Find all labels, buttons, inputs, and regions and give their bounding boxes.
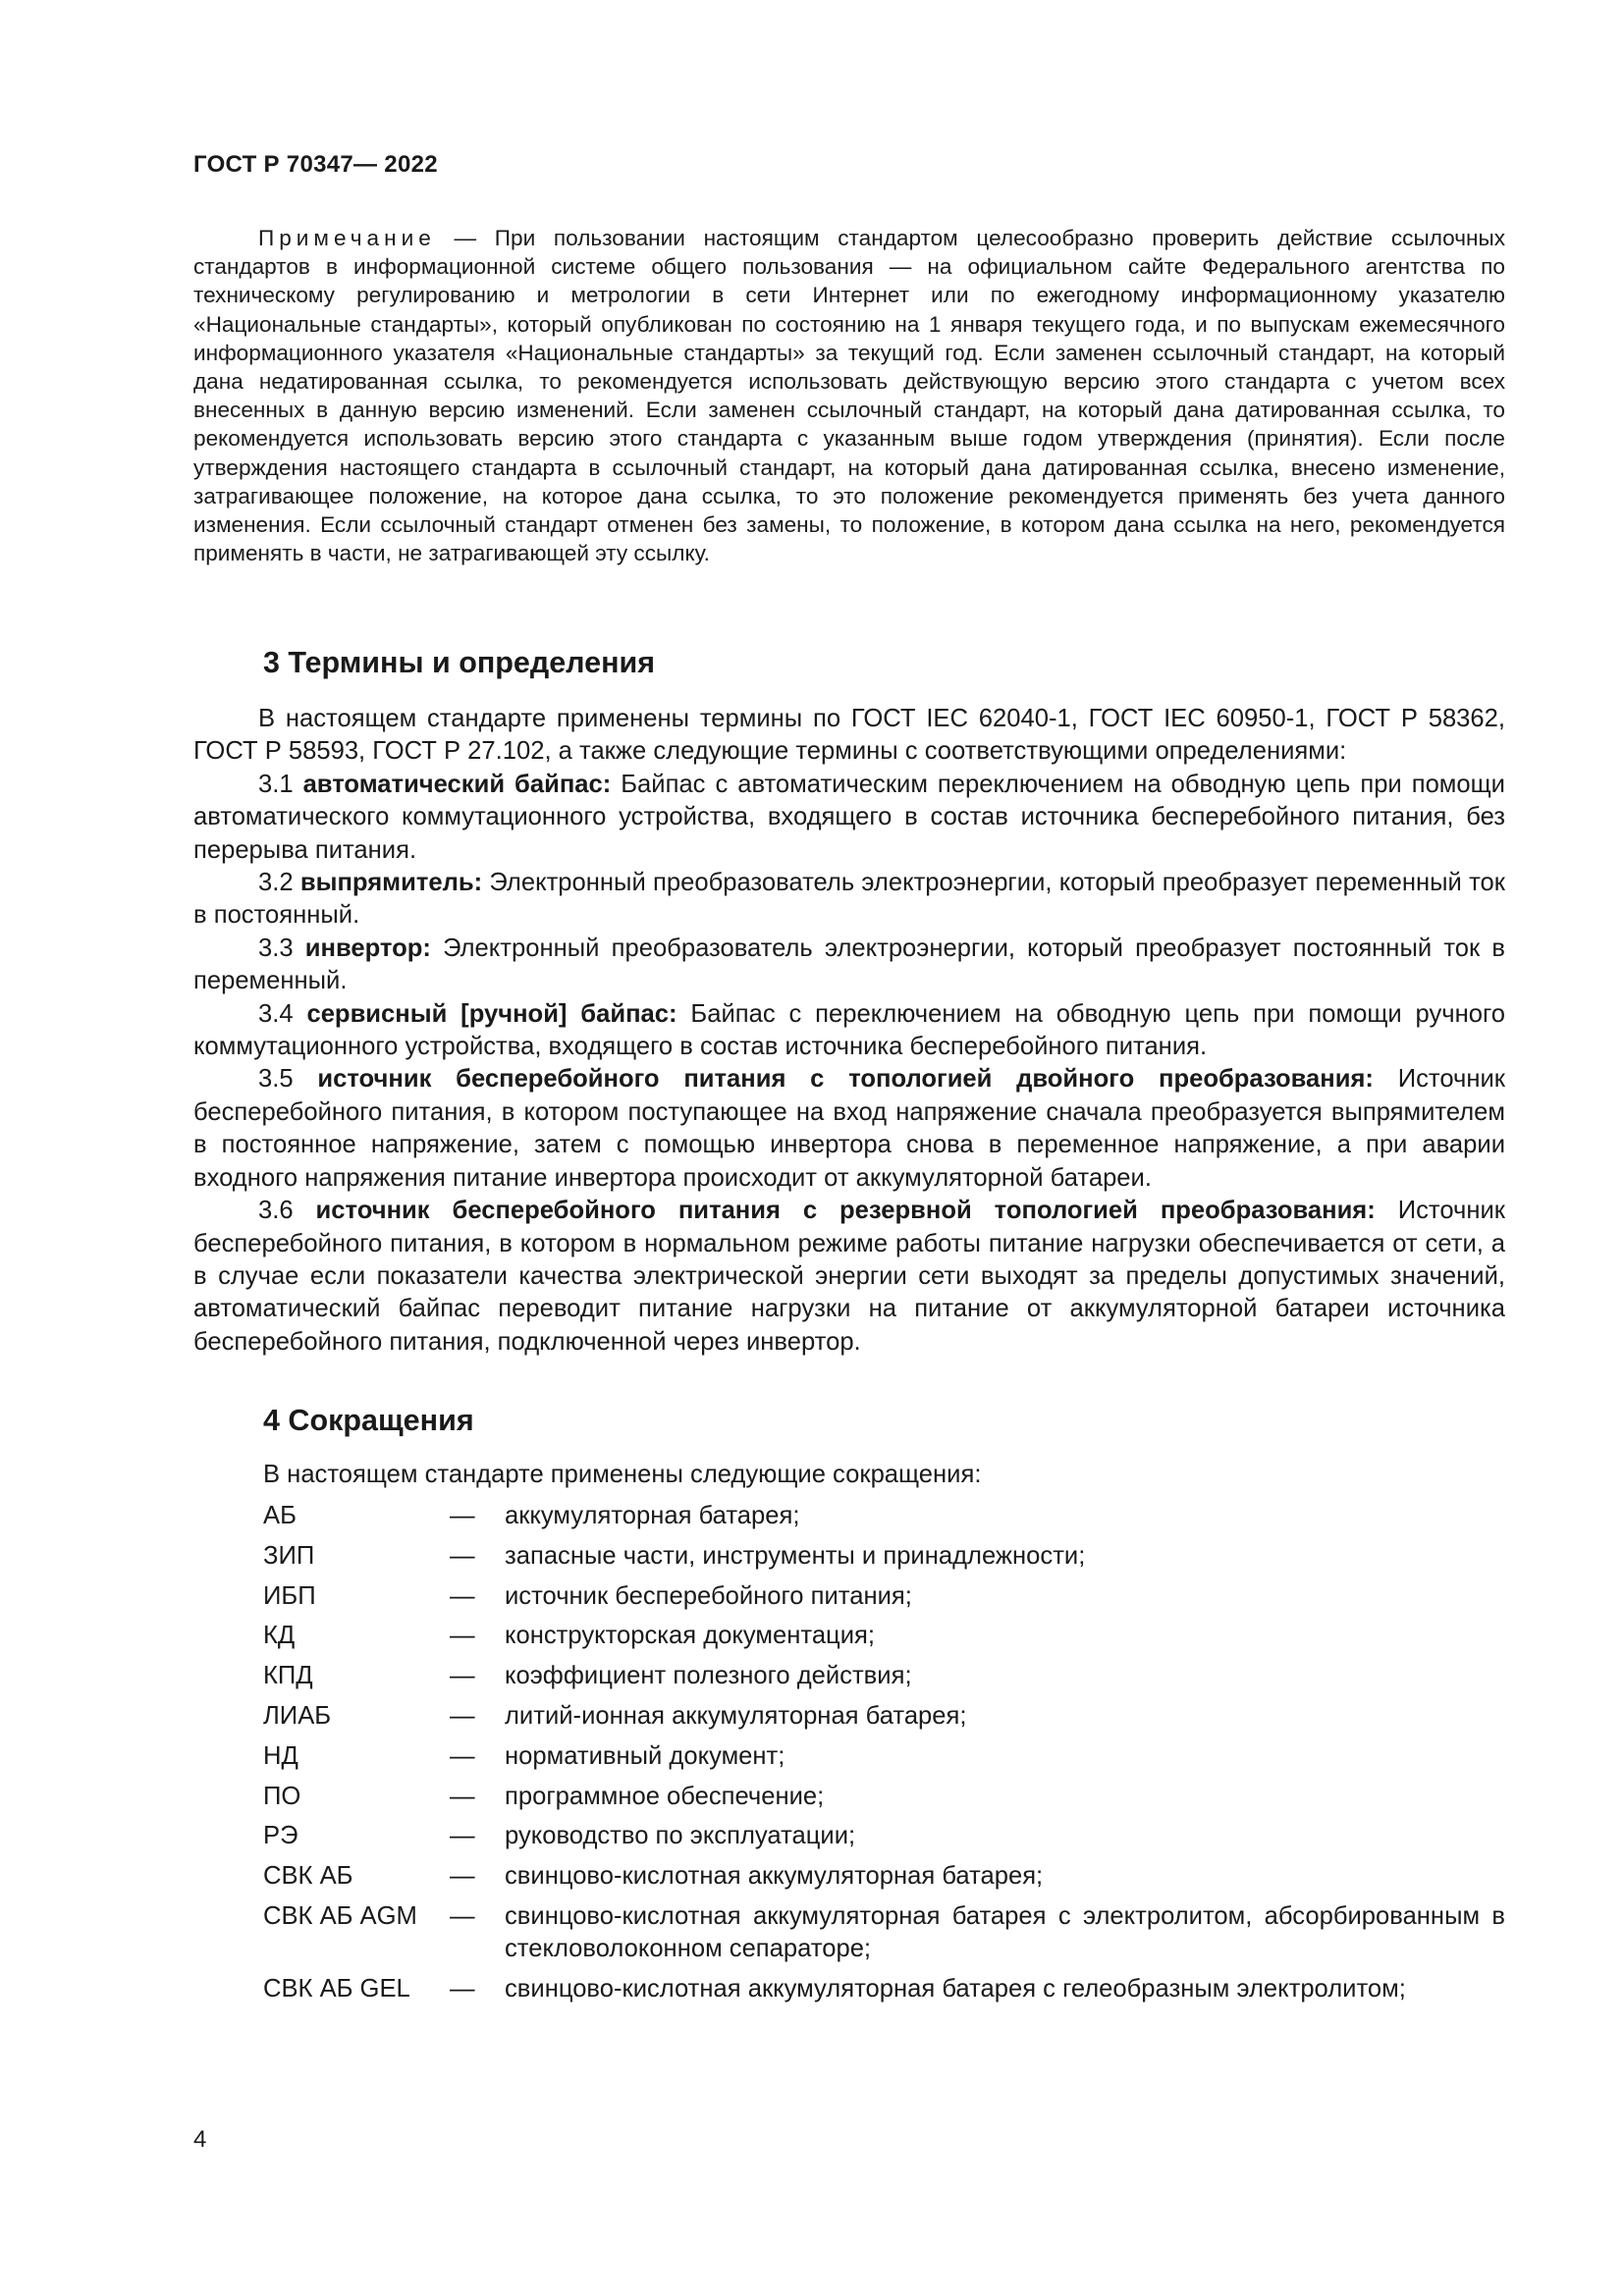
abbreviation-row [263,1620,1505,1652]
abbreviation-row [263,1900,1505,1966]
term-name: источник бесперебойного питания с резервной топологией преобразования: [315,1197,1376,1225]
term-name: выпрямитель: [299,869,483,897]
abbreviation: НД [263,1741,298,1770]
abbreviation-row [263,1860,1505,1893]
term-number: 3.6 [258,1197,294,1225]
section-4-intro: В настоящем стандарте применены следующие сокращения: [263,1461,982,1488]
abbreviation: ЛИАБ [263,1701,332,1730]
abbreviation: КПД [263,1662,313,1690]
term-definition [193,933,1505,998]
term-text: Источник бесперебойного питания, в котором поступающее на вход напряжение сначала преобразуется выпрямителем в постоянное напряжение, затем с помощью инвертора снова в переменное напряжение, а при аварии входного напряжения питание инвертора происходит от аккумуляторной батареи. [193,1065,1505,1192]
abbreviation: СВК АБ AGM [263,1901,417,1930]
abbreviation: ПО [263,1782,301,1810]
term-number: 3.4 [258,999,294,1028]
dash: — [450,1701,475,1730]
term-number: 3.2 [258,869,294,897]
dash: — [450,1741,475,1770]
dash: — [450,1901,475,1930]
dash: — [450,1975,475,2003]
abbreviation-definition: конструкторская документация; [505,1622,875,1650]
term-definition [193,867,1505,933]
abbreviation-definition: свинцово-кислотная аккумуляторная батарея с гелеобразным электролитом; [505,1975,1406,2003]
abbreviation: ИБП [263,1581,316,1610]
abbreviation-row [263,1660,1505,1692]
abbreviation-definition: литий-ионная аккумуляторная батарея; [505,1701,967,1730]
term-definition [193,1195,1505,1359]
abbreviation: СВК АБ GEL [263,1975,410,2003]
abbreviation-definition: руководство по эксплуатации; [505,1822,856,1850]
term-number: 3.3 [258,934,294,962]
abbreviation: ЗИП [263,1541,315,1570]
abbreviation-definition: программное обеспечение; [505,1782,825,1810]
dash: — [450,1502,475,1529]
abbreviation: СВК АБ [263,1862,353,1891]
term-definition [193,998,1505,1064]
abbreviation-row [263,1700,1505,1733]
abbreviation-definition: источник бесперебойного питания; [505,1581,912,1610]
term-number: 3.5 [258,1065,294,1094]
abbreviation-row [263,1973,1505,2005]
document-id-header: ГОСТ Р 70347— 2022 [193,151,438,178]
abbreviation: КД [263,1622,296,1650]
term-text: Байпас с автоматическим переключением на обводную цепь при помощи автоматического коммутационного устройства, входящего в состав источника бесперебойного питания, без перерыва питания. [193,770,1505,864]
term-name: источник бесперебойного питания с топологией двойного преобразования: [317,1065,1374,1094]
dash: — [450,1662,475,1690]
term-text: Байпас с переключением на обводную цепь при помощи ручного коммутационного устройства, входящего в состав источника бесперебойного питания. [193,999,1506,1061]
abbreviation-definition: свинцово-кислотная аккумуляторная батарея с электролитом, абсорбированным в стекловолоконном сепараторе; [505,1901,1505,1963]
dash: — [450,1862,475,1891]
section-3-intro: В настоящем стандарте применены термины по ГОСТ IEC 62040-1, ГОСТ IEC 60950-1, ГОСТ Р 58362, ГОСТ Р 58593, ГОСТ Р 27.102, а также следующие термины с соответствующими определениями: [193,705,1505,766]
abbreviation-definition: нормативный документ; [505,1741,785,1770]
dash: — [450,1782,475,1810]
dash: — [450,1822,475,1850]
abbreviation-definition: коэффициент полезного действия; [505,1662,912,1690]
abbreviation-row [263,1500,1505,1532]
term-name: сервисный [ручной] байпас: [306,999,677,1028]
section-4-title: 4 Сокращения [263,1404,474,1437]
abbreviation-row [263,1820,1505,1852]
dash: — [450,1622,475,1650]
section-3-body [193,703,1505,1359]
dash: — [450,1541,475,1570]
term-number: 3.1 [258,770,294,798]
section-3-title: 3 Термины и определения [263,646,656,679]
abbreviation-row [263,1580,1505,1613]
abbreviation: РЭ [263,1822,298,1850]
abbreviation-list [263,1500,1505,2013]
dash: — [450,1581,475,1610]
term-definition [193,1063,1505,1195]
abbreviation-row [263,1540,1505,1573]
term-name: инвертор: [304,934,431,962]
abbreviation-definition: запасные части, инструменты и принадлежности; [505,1541,1086,1570]
abbreviation: АБ [263,1502,297,1529]
abbreviation-definition: свинцово-кислотная аккумуляторная батарея; [505,1862,1044,1891]
term-text: Источник бесперебойного питания, в котором в нормальном режиме работы питание нагрузки обеспечивается от сети, а в случае если показатели качества электрической энергии сети выходят за пределы допустимых значений, автоматический байпас переводит питание нагрузки на питание от аккумуляторной батареи источника бесперебойного питания, подключенной через инвертор. [193,1197,1505,1356]
note-text: — При пользовании настоящим стандартом целесообразно проверить действие ссылочных стандартов в информационной системе общего пользования — на официальном сайте Федерального агентства по техническому регулированию и метрологии в сети Интернет или по ежегодному информационному указателю «Национальные стандарты», который опубликован по состоянию на 1 января текущего года, и по выпускам ежемесячного информационного указателя «Национальные стандарты» за текущий год. Если заменен ссылочный стандарт, на который дана недатированная ссылка, то рекомендуется использовать действующую версию этого стандарта с учетом всех внесенных в данную версию изменений. Если заменен ссылочный стандарт, на который дана датированная ссылка, то рекомендуется использовать версию этого стандарта с указанным выше годом утверждения (принятия). Если после утверждения настоящего стандарта в ссылочный стандарт, на который дана датированная ссылка, внесено изменение, затрагивающее положение, на которое дана ссылка, то это положение рекомендуется применять без учета данного изменения. Если ссылочный стандарт отменен без замены, то положение, в котором дана ссылка на него, рекомендуется применять в части, не затрагивающей эту ссылку. [193,226,1505,566]
term-text: Электронный преобразователь электроэнергии, который преобразует постоянный ток в переменный. [193,934,1505,995]
abbreviation-row [263,1781,1505,1813]
page-number: 4 [193,2126,207,2153]
term-name: автоматический байпас: [302,770,612,798]
reference-note [193,224,1505,567]
abbreviation-definition: аккумуляторная батарея; [505,1502,800,1529]
abbreviation-row [263,1740,1505,1773]
note-label: Примечание [258,226,436,250]
term-text: Электронный преобразователь электроэнергии, который преобразует переменный ток в постоянный. [193,869,1505,930]
term-definition [193,769,1505,867]
